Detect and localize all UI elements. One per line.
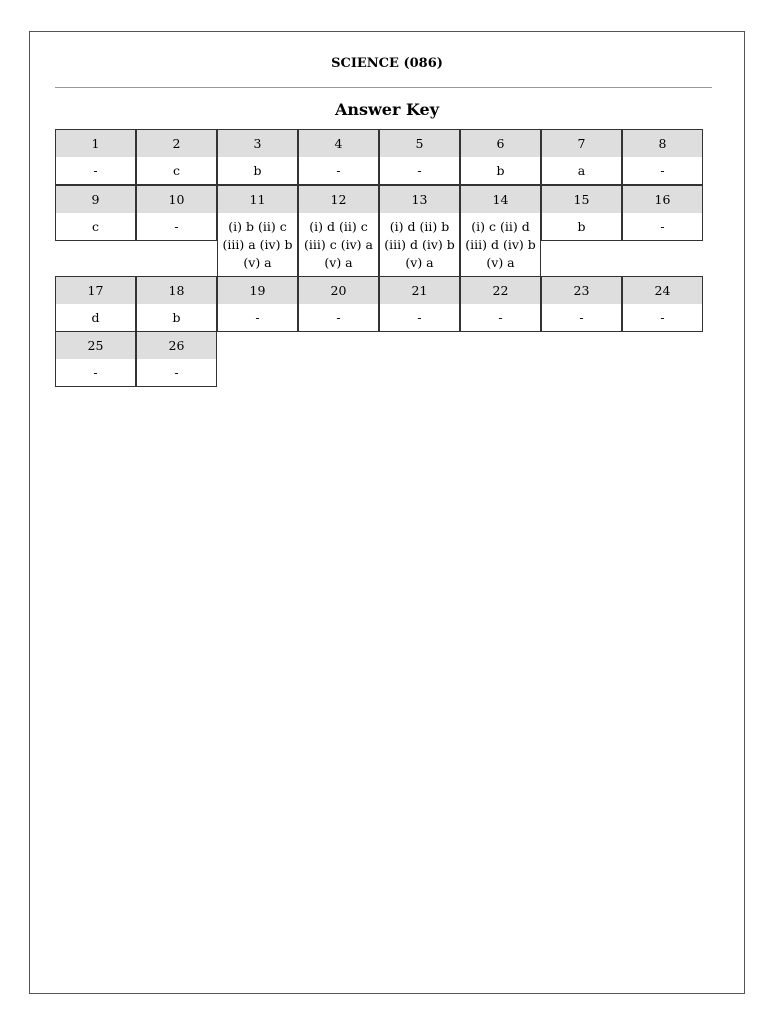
- question-number: 1: [56, 130, 135, 157]
- question-number: 6: [461, 130, 540, 157]
- answer-value: -: [255, 310, 260, 325]
- answer-cell-q15: [541, 185, 622, 241]
- answer-value: d: [91, 310, 100, 325]
- question-number: 26: [137, 332, 216, 359]
- answer-value: (i) c (ii) d (iii) d (iv) b (v) a: [465, 219, 536, 270]
- answer-value: -: [660, 219, 665, 234]
- answer-value: b: [496, 163, 505, 178]
- question-number: 14: [461, 186, 540, 213]
- answer-value: -: [417, 310, 422, 325]
- question-number: 2: [137, 130, 216, 157]
- answer-cell-q20: [298, 276, 379, 332]
- answer-value: c: [91, 219, 99, 234]
- answer-value: (i) d (ii) b (iii) d (iv) b (v) a: [384, 219, 455, 270]
- question-number: 4: [299, 130, 378, 157]
- answer-cell-q19: [217, 276, 298, 332]
- question-number: 13: [380, 186, 459, 213]
- question-number: 11: [218, 186, 297, 213]
- question-number: 9: [56, 186, 135, 213]
- question-number: 5: [380, 130, 459, 157]
- answer-value: -: [579, 310, 584, 325]
- answer-cell-q4: [298, 129, 379, 185]
- question-number: 3: [218, 130, 297, 157]
- answer-cell-q9: [55, 185, 136, 241]
- answer-value: (i) d (ii) c (iii) c (iv) a (v) a: [304, 219, 373, 270]
- answer-cell-q1: [55, 129, 136, 185]
- question-number: 15: [542, 186, 621, 213]
- answer-value: b: [253, 163, 262, 178]
- question-number: 16: [623, 186, 702, 213]
- answer-value: -: [417, 163, 422, 178]
- answer-value: (i) b (ii) c (iii) a (iv) b (v) a: [222, 219, 293, 270]
- answer-cell-q11: [217, 185, 298, 277]
- answer-cell-q24: [622, 276, 703, 332]
- answer-cell-q12: [298, 185, 379, 277]
- question-number: 22: [461, 277, 540, 304]
- header-divider: [55, 87, 712, 88]
- question-number: 12: [299, 186, 378, 213]
- question-number: 23: [542, 277, 621, 304]
- answer-value: a: [577, 163, 586, 178]
- question-number: 8: [623, 130, 702, 157]
- answer-value: -: [660, 310, 665, 325]
- answer-cell-q2: [136, 129, 217, 185]
- answer-value: -: [336, 163, 341, 178]
- question-number: 19: [218, 277, 297, 304]
- question-number: 20: [299, 277, 378, 304]
- question-number: 21: [380, 277, 459, 304]
- question-number: 24: [623, 277, 702, 304]
- answer-value: -: [498, 310, 503, 325]
- answer-cell-q25: [55, 331, 136, 387]
- answer-value: -: [660, 163, 665, 178]
- answer-value: b: [172, 310, 181, 325]
- answer-cell-q18: [136, 276, 217, 332]
- answer-cell-q14: [460, 185, 541, 277]
- answer-value: b: [577, 219, 586, 234]
- answer-value: -: [93, 163, 98, 178]
- answer-value: -: [174, 219, 179, 234]
- answer-cell-q26: [136, 331, 217, 387]
- answer-value: c: [172, 163, 180, 178]
- question-number: 17: [56, 277, 135, 304]
- question-number: 7: [542, 130, 621, 157]
- answer-value: -: [93, 365, 98, 380]
- subject-heading: SCIENCE (086): [331, 56, 443, 71]
- answer-cell-q21: [379, 276, 460, 332]
- answer-value: -: [174, 365, 179, 380]
- answer-cell-q7: [541, 129, 622, 185]
- answer-value: -: [336, 310, 341, 325]
- question-number: 25: [56, 332, 135, 359]
- answer-cell-q22: [460, 276, 541, 332]
- answer-key-title: Answer Key: [334, 100, 440, 119]
- question-number: 10: [137, 186, 216, 213]
- answer-cell-q5: [379, 129, 460, 185]
- answer-cell-q16: [622, 185, 703, 241]
- question-number: 18: [137, 277, 216, 304]
- answer-cell-q3: [217, 129, 298, 185]
- answer-cell-q6: [460, 129, 541, 185]
- answer-cell-q8: [622, 129, 703, 185]
- answer-cell-q23: [541, 276, 622, 332]
- answer-cell-q13: [379, 185, 460, 277]
- answer-cell-q10: [136, 185, 217, 241]
- answer-cell-q17: [55, 276, 136, 332]
